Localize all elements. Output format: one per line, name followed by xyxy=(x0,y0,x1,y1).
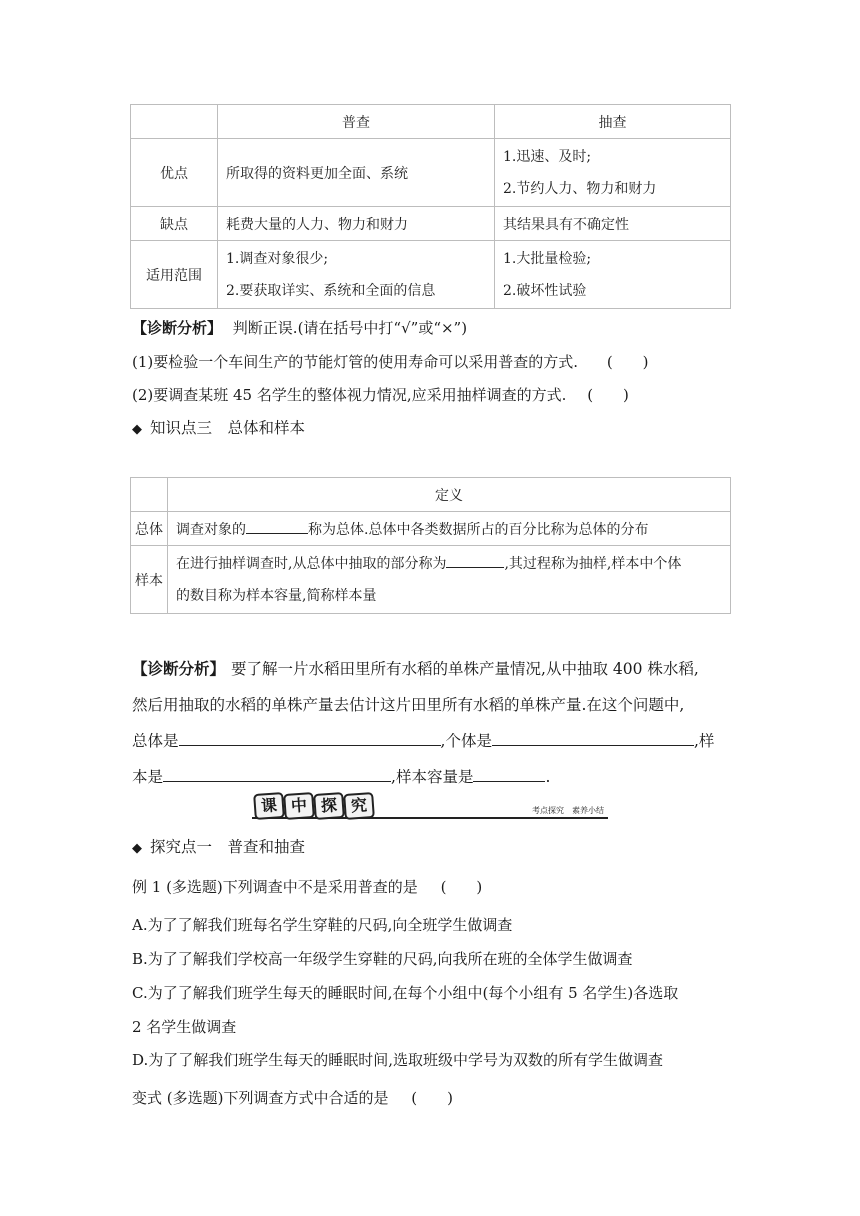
cell-text: 称为总体.总体中各类数据所占的百分比称为总体的分布 xyxy=(308,521,649,538)
table-row xyxy=(131,512,731,546)
variant-stem xyxy=(132,1087,453,1108)
cell-line: 的数目称为样本容量,简称样本量 xyxy=(176,587,377,604)
fill-blank xyxy=(492,731,694,746)
cell-line xyxy=(176,548,722,580)
diagnostic-tag: 【诊断分析】 xyxy=(132,659,226,678)
cell-line: 2.节约人力、物力和财力 xyxy=(503,180,657,197)
table-corner xyxy=(131,105,218,139)
question-text: (1)要检验一个车间生产的节能灯管的使用寿命可以采用普查的方式. xyxy=(132,353,579,371)
answer-bracket: ( ) xyxy=(606,353,649,371)
knowledge-point-heading xyxy=(132,416,305,438)
paragraph-text: 要了解一片水稻田里所有水稻的单株产量情况,从中抽取 400 株水稻, xyxy=(231,660,699,678)
example-1-stem xyxy=(132,876,482,897)
diagnostic-instruction xyxy=(132,317,467,338)
table-row xyxy=(131,241,731,309)
fill-blank xyxy=(446,553,504,568)
population-sample-table xyxy=(130,477,731,614)
cell-line: 1.调查对象很少; xyxy=(226,250,329,267)
table-row xyxy=(131,139,731,207)
table-corner xyxy=(131,478,168,512)
column-header-definition: 定义 xyxy=(168,478,731,512)
fill-blank xyxy=(163,767,391,782)
label-text: . xyxy=(545,768,551,786)
fill-blank xyxy=(246,519,308,534)
cell-text: ,其过程称为抽样,样本中个体 xyxy=(504,555,682,572)
answer-bracket: ( ) xyxy=(587,386,629,404)
column-header-census: 普查 xyxy=(218,105,495,139)
table-cell: 耗费大量的人力、物力和财力 xyxy=(218,207,495,241)
row-label: 缺点 xyxy=(131,207,218,241)
question-text: 变式 (多选题)下列调查方式中合适的是 xyxy=(132,1089,389,1107)
table-cell xyxy=(218,241,495,309)
option-d: D.为了了解我们班学生每天的睡眠时间,选取班级中学号为双数的所有学生做调查 xyxy=(132,1051,664,1069)
question-1 xyxy=(132,351,649,372)
row-label: 适用范围 xyxy=(131,241,218,309)
cell-line: 2.破坏性试验 xyxy=(503,282,587,299)
table-cell xyxy=(168,546,731,614)
diagnostic-tag: 【诊断分析】 xyxy=(132,319,223,337)
banner-seal: 中 xyxy=(283,792,315,820)
table-cell xyxy=(495,139,731,207)
question-text: (2)要调查某班 45 名学生的整体视力情况,应采用抽样调查的方式. xyxy=(132,386,567,404)
explore-point-heading xyxy=(132,835,305,857)
option-c: C.为了了解我们班学生每天的睡眠时间,在每个小组中(每个小组有 5 名学生)各选取 xyxy=(132,984,679,1002)
banner-seal: 探 xyxy=(313,792,345,820)
row-label: 样本 xyxy=(131,546,168,614)
row-label: 优点 xyxy=(131,139,218,207)
heading-text: 知识点三 总体和样本 xyxy=(150,419,306,437)
census-vs-sample-table xyxy=(130,104,731,309)
label-text: 本是 xyxy=(132,768,164,786)
paragraph-text: 然后用抽取的水稻的单株产量去估计这片田里所有水稻的单株产量.在这个问题中, xyxy=(132,696,685,714)
cell-line: 1.迅速、及时; xyxy=(503,148,592,165)
option-b: B.为了了解我们学校高一年级学生穿鞋的尺码,向我所在班的全体学生做调查 xyxy=(132,950,633,968)
cell-text: 调查对象的 xyxy=(176,521,246,538)
cell-line: 2.要获取详实、系统和全面的信息 xyxy=(226,282,436,299)
cell-text: 在进行抽样调查时,从总体中抽取的部分称为 xyxy=(176,555,447,572)
table-row xyxy=(131,546,731,614)
diagnostic-2 xyxy=(132,652,732,794)
diamond-icon: ◆ xyxy=(132,422,142,437)
question-2 xyxy=(132,384,629,405)
instruction-text: 判断正误.(请在括号中打“√”或“×”) xyxy=(232,319,468,337)
table-cell: 其结果具有不确定性 xyxy=(495,207,731,241)
answer-bracket: ( ) xyxy=(411,1089,453,1107)
section-banner xyxy=(252,793,608,821)
banner-seal: 课 xyxy=(253,792,285,820)
column-header-sample: 抽查 xyxy=(495,105,731,139)
fill-blank xyxy=(473,767,545,782)
heading-text: 探究点一 普查和抽查 xyxy=(150,838,306,856)
label-text: ,个体是 xyxy=(440,732,492,750)
cell-line: 1.大批量检验; xyxy=(503,250,592,267)
option-c-continued: 2 名学生做调查 xyxy=(132,1018,237,1036)
banner-seal: 究 xyxy=(343,792,375,820)
fill-blank xyxy=(179,731,441,746)
table-cell xyxy=(168,512,731,546)
table-row xyxy=(131,207,731,241)
label-text: 总体是 xyxy=(132,732,179,750)
diamond-icon: ◆ xyxy=(132,841,142,856)
table-cell: 所取得的资料更加全面、系统 xyxy=(218,139,495,207)
table-cell xyxy=(495,241,731,309)
label-text: ,样本容量是 xyxy=(391,768,474,786)
banner-subtitle: 考点探究 素养小结 xyxy=(532,806,604,815)
question-text: 例 1 (多选题)下列调查中不是采用普查的是 xyxy=(132,878,418,896)
option-a: A.为了了解我们班每名学生穿鞋的尺码,向全班学生做调查 xyxy=(132,916,513,934)
answer-bracket: ( ) xyxy=(440,878,483,896)
label-text: ,样 xyxy=(693,732,715,750)
row-label: 总体 xyxy=(131,512,168,546)
